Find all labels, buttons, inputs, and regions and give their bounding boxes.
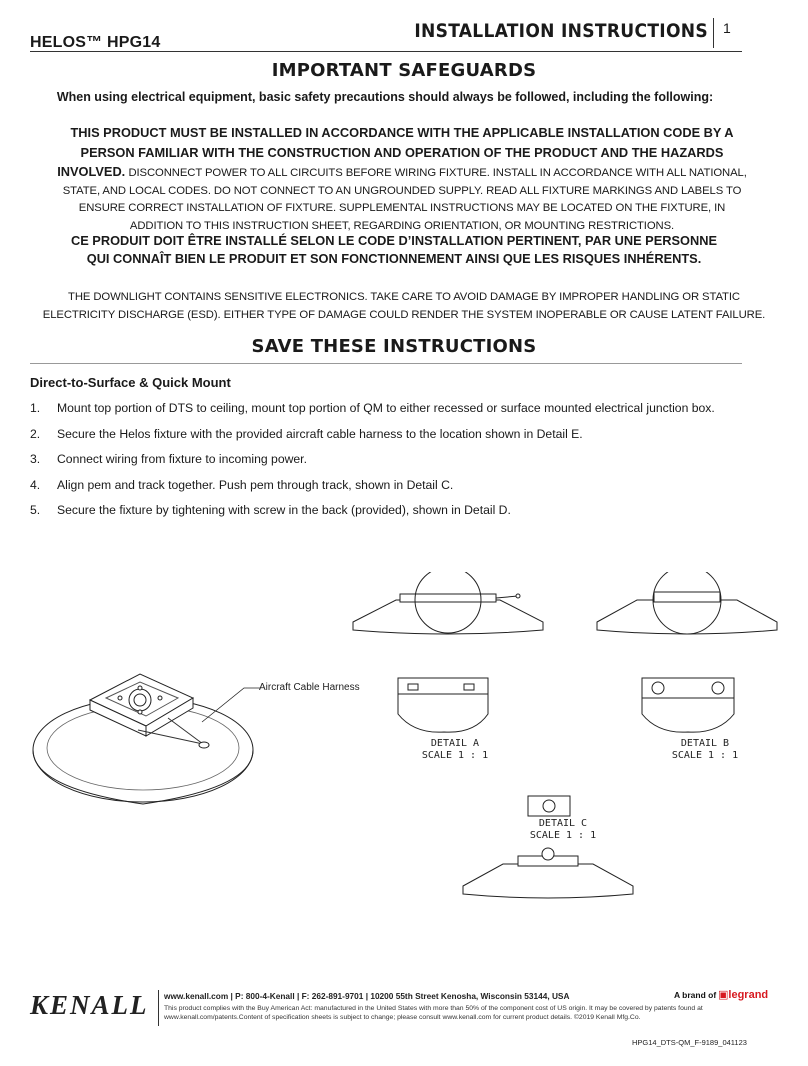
- page-number-divider: [713, 18, 714, 48]
- esd-warning: THE DOWNLIGHT CONTAINS SENSITIVE ELECTRONICS. TAKE CARE TO AVOID DAMAGE BY IMPROPER HANDLING OR STATIC ELECTRICITY DISCHARGE (ESD). EITHER TYPE OF DAMAGE COULD RENDER THE SYSTEM INOPERABLE OR CAUSE LATENT FAILURE.: [42, 291, 766, 321]
- section-heading: Direct-to-Surface & Quick Mount: [30, 375, 231, 390]
- french-warning: CE PRODUIT DOIT ÊTRE INSTALLÉ SELON LE CODE D’INSTALLATION PERTINENT, PAR UNE PERSONNE QUI CONNAÎT BIEN LE PRODUIT ET SON FONCTIONNEMENT AINSI QUE LES RISQUES INHÉRENTS.: [70, 233, 718, 266]
- english-warning: [52, 124, 752, 236]
- detail-c-drawing: [526, 794, 572, 820]
- detail-c-name: DETAIL C: [538, 818, 588, 829]
- detail-b-name: DETAIL B: [680, 738, 730, 749]
- save-instructions-title: SAVE THESE INSTRUCTIONS: [251, 336, 537, 357]
- detail-c-label: [528, 818, 598, 842]
- step-text: Secure the fixture by tightening with screw in the back (provided), shown in Detail D.: [57, 503, 511, 517]
- detail-b-label: [670, 738, 740, 762]
- detail-a-label: [420, 738, 490, 762]
- kenall-logo: [28, 986, 158, 1022]
- fixture-side-view-c: [458, 846, 638, 908]
- step-item: [30, 503, 770, 529]
- detail-a-drawing: [394, 674, 494, 736]
- page-number: 1: [723, 20, 731, 36]
- callout-leader-line: [196, 686, 262, 726]
- product-name: HELOS™ HPG14: [30, 34, 161, 51]
- step-item: [30, 478, 770, 504]
- step-number: 5.: [30, 503, 41, 517]
- step-item: [30, 401, 770, 427]
- step-number: 3.: [30, 452, 41, 466]
- step-item: [30, 452, 770, 478]
- step-number: 2.: [30, 426, 41, 441]
- detail-a-scale: SCALE 1 : 1: [421, 750, 489, 761]
- step-item: [30, 427, 770, 453]
- brand-of-text: A brand of: [674, 990, 717, 1000]
- safeguards-intro: When using electrical equipment, basic safety precautions should always be followed, including the following:: [56, 90, 714, 104]
- english-warning-caps: THIS PRODUCT MUST BE INSTALLED IN ACCORDANCE WITH THE APPLICABLE INSTALLATION CODE BY A PERSON FAMILIAR WITH THE CONSTRUCTION AND OPERATION OF THE PRODUCT AND THE HAZARDS INVOLVED.: [57, 125, 734, 180]
- step-text: Align pem and track together. Push pem through track, shown in Detail C.: [57, 477, 454, 492]
- step-number: 1.: [30, 401, 41, 415]
- document-title: INSTALLATION INSTRUCTIONS: [414, 20, 708, 42]
- legrand-logo-text: legrand: [728, 989, 769, 1001]
- footer-contact: www.kenall.com | P: 800-4-Kenall | F: 262-891-9701 | 10200 55th Street Kenosha, Wisconsin 53144, USA: [164, 991, 570, 1001]
- document-code: HPG14_DTS-QM_F-9189_041123: [632, 1038, 747, 1047]
- fixture-side-view-b: [592, 572, 782, 642]
- legrand-logo: ▣legrand: [718, 989, 769, 1001]
- footer-note: This product complies with the Buy American Act: manufactured in the United States with more than 50% of the component cost of US origin. It may be covered by patents found at www.kenall.com/patents.Content of specification sheets is subject to change; please consult www.kenall.com for current product details. ©2019 Kenall Mfg.Co.: [164, 1005, 703, 1021]
- footer-rule: [158, 990, 159, 1026]
- safeguards-title: IMPORTANT SAFEGUARDS: [271, 60, 537, 81]
- fixture-side-view-a: [348, 572, 548, 642]
- detail-b-drawing: [638, 674, 738, 736]
- step-text: Secure the Helos fixture with the provided aircraft cable harness to the location shown in Detail E.: [57, 426, 583, 441]
- detail-a-name: DETAIL A: [430, 738, 480, 749]
- steps-list: [30, 401, 770, 529]
- english-warning-rest: DISCONNECT POWER TO ALL CIRCUITS BEFORE WIRING FIXTURE. INSTALL IN ACCORDANCE WITH ALL NATIONAL, STATE, AND LOCAL CODES. DO NOT CONNECT TO AN UNGROUNDED SUPPLY. READ ALL FIXTURE MARKINGS AND LABELS TO ENSURE CORRECT INSTALLATION OF FIXTURE. SUPPLEMENTAL INSTRUCTIONS MAY BE LOCATED ON THE FIXTURE, IN ADDITION TO THIS INSTRUCTION SHEET, REGARDING ORIENTATION, OR MOUNTING RESTRICTIONS.: [62, 167, 747, 232]
- save-rule: [30, 363, 742, 364]
- detail-b-scale: SCALE 1 : 1: [671, 750, 739, 761]
- kenall-logo-text: KENALL: [30, 990, 149, 1020]
- step-text: Connect wiring from fixture to incoming power.: [57, 452, 307, 466]
- step-number: 4.: [30, 477, 41, 492]
- aircraft-cable-callout: Aircraft Cable Harness: [259, 682, 360, 693]
- header-rule: [30, 51, 742, 52]
- step-text: Mount top portion of DTS to ceiling, mount top portion of QM to either recessed or surface mounted electrical junction box.: [57, 401, 715, 415]
- detail-c-scale: SCALE 1 : 1: [529, 830, 597, 841]
